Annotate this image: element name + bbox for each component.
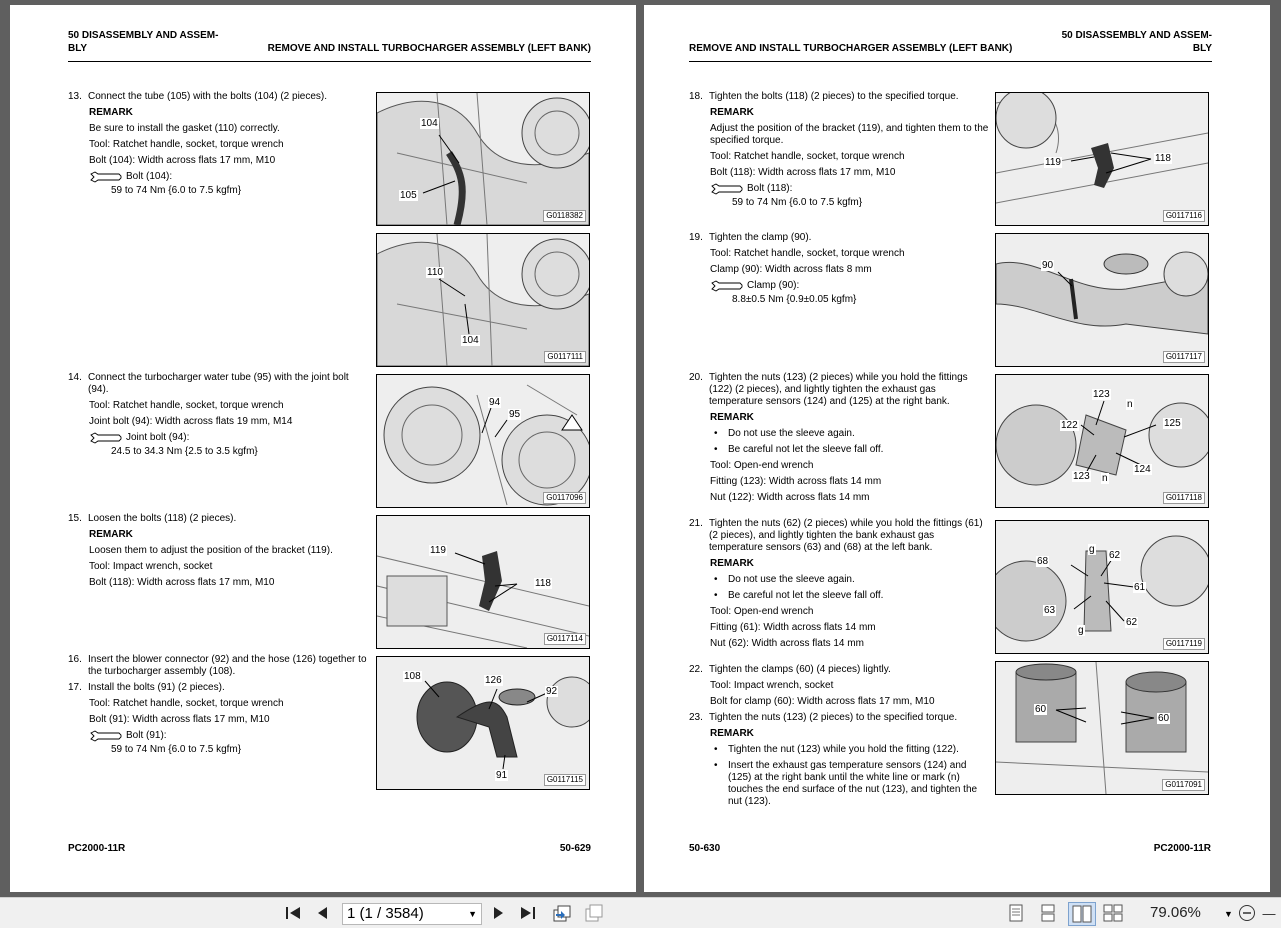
torque-spec	[89, 432, 368, 458]
callout-label: 104	[421, 118, 438, 129]
step-20	[689, 372, 989, 508]
step-number: 19.	[689, 232, 703, 243]
callout-label: 123	[1073, 471, 1090, 482]
torque-spec	[710, 183, 989, 209]
zoom-out-icon[interactable]	[1237, 904, 1257, 922]
figure-code: G0117119	[1163, 638, 1205, 650]
callout-label: g	[1089, 544, 1095, 555]
spec-text: Bolt for clamp (60): Width across flats 17 mm, M10	[710, 696, 935, 707]
torque-label: Clamp (90):	[747, 280, 800, 291]
figure-code: G0118382	[543, 210, 586, 222]
step-19	[689, 232, 989, 312]
remark-text: Loosen them to adjust the position of the bracket (119).	[89, 545, 333, 556]
right-document-page	[644, 5, 1270, 892]
tool-text: Tool: Ratchet handle, socket, torque wrench	[710, 248, 905, 259]
step-text: Tighten the nuts (123) (2 pieces) while you hold the fittings (122) (2 pieces), and lightly tighten the exhaust gas temperature sensors (124) and (125) at the right bank.	[709, 372, 968, 407]
callout-label: 62	[1126, 617, 1138, 628]
figure-illustration	[376, 374, 590, 508]
callout-label: 62	[1109, 550, 1121, 561]
callout-label: 104	[462, 335, 479, 346]
figure-illustration	[376, 656, 590, 790]
figure-illustration	[995, 92, 1209, 226]
figure-illustration	[995, 233, 1209, 367]
step-21	[689, 518, 989, 654]
tool-text: Tool: Open-end wrench	[710, 606, 814, 617]
figure-code: G0117117	[1163, 351, 1205, 363]
step-number: 15.	[68, 513, 82, 524]
step-text: Connect the tube (105) with the bolts (104) (2 pieces).	[88, 91, 328, 102]
step-number: 17.	[68, 682, 82, 693]
turbocharger-drawing	[377, 93, 589, 225]
spec-text: Bolt (104): Width across flats 17 mm, M10	[89, 155, 276, 166]
figure-illustration	[376, 233, 590, 367]
callout-label: 95	[509, 409, 521, 420]
step-23	[689, 712, 989, 724]
bullet-text: Do not use the sleeve again.	[728, 428, 855, 439]
remark-heading: REMARK	[710, 558, 754, 569]
clamp-drawing	[996, 234, 1208, 366]
callout-label: 108	[404, 671, 421, 682]
figure-code: G0117096	[543, 492, 586, 504]
callout-label: 63	[1044, 605, 1056, 616]
step-number: 22.	[689, 664, 703, 675]
two-page-continuous-icon[interactable]	[1102, 904, 1124, 922]
tool-text: Tool: Ratchet handle, socket, torque wrench	[89, 400, 284, 411]
torque-wrench-icon	[89, 432, 123, 444]
callout-label: g	[1078, 625, 1084, 636]
page-layout-icon[interactable]	[584, 904, 604, 922]
step-22	[689, 664, 989, 812]
callout-label: 126	[485, 675, 502, 686]
torque-label: Joint bolt (94):	[126, 432, 190, 443]
header-section-cont: BLY	[1192, 43, 1212, 54]
callout-label: 123	[1093, 389, 1110, 400]
spec-text: Bolt (118): Width across flats 17 mm, M10	[89, 577, 275, 588]
step-text: Tighten the clamps (60) (4 pieces) lightly.	[709, 664, 891, 675]
prev-page-icon[interactable]	[314, 904, 330, 922]
figure-code: G0117116	[1163, 210, 1205, 222]
step-text: Install the bolts (91) (2 pieces).	[88, 682, 225, 693]
step-number: 21.	[689, 518, 703, 529]
callout-label: 91	[496, 770, 508, 781]
header-section: 50 DISASSEMBLY AND ASSEM-	[68, 30, 219, 41]
figure-code: G0117111	[544, 351, 586, 363]
tool-text: Tool: Ratchet handle, socket, torque wrench	[89, 698, 284, 709]
page-header	[689, 30, 1212, 62]
torque-value: 24.5 to 34.3 Nm {2.5 to 3.5 kgfm}	[111, 446, 258, 457]
figure-code: G0117114	[544, 633, 586, 645]
callout-label: 94	[489, 397, 501, 408]
remark-heading: REMARK	[89, 529, 133, 540]
header-title: REMOVE AND INSTALL TURBOCHARGER ASSEMBLY (LEFT BANK)	[689, 43, 1013, 54]
remark-bullet: • Do not use the sleeve again.	[714, 428, 855, 439]
first-page-icon[interactable]	[284, 904, 302, 922]
tool-text: Tool: Impact wrench, socket	[710, 680, 834, 691]
callout-label: 90	[1042, 260, 1054, 271]
spec-text: Nut (62): Width across flats 14 mm	[710, 638, 864, 649]
step-text: Tighten the bolts (118) (2 pieces) to the specified torque.	[709, 91, 959, 102]
figure-illustration	[376, 92, 590, 226]
export-pages-icon[interactable]	[552, 904, 572, 922]
spec-text: Bolt (118): Width across flats 17 mm, M10	[710, 167, 896, 178]
torque-wrench-icon	[89, 171, 123, 183]
callout-label: 60	[1158, 713, 1170, 724]
single-page-icon[interactable]	[1007, 904, 1025, 922]
bullet-text: Tighten the nut (123) while you hold the fitting (122).	[728, 744, 959, 755]
remark-text: Adjust the position of the bracket (119), and tighten them to the specified torque.	[710, 123, 989, 146]
torque-wrench-icon	[89, 730, 123, 742]
turbocharger-drawing	[377, 375, 589, 507]
callout-label: n	[1127, 399, 1133, 410]
footer-page-number: 50-629	[559, 843, 591, 854]
spec-text: Bolt (91): Width across flats 17 mm, M10	[89, 714, 270, 725]
spec-text: Nut (122): Width across flats 14 mm	[710, 492, 870, 503]
next-page-icon[interactable]	[491, 904, 507, 922]
torque-value: 8.8±0.5 Nm {0.9±0.05 kgfm}	[732, 294, 857, 305]
step-16	[68, 654, 368, 762]
torque-label: Bolt (104):	[126, 171, 173, 182]
remark-bullet: • Be careful not let the sleeve fall off.	[714, 590, 884, 601]
torque-value: 59 to 74 Nm {6.0 to 7.5 kgfm}	[111, 744, 242, 755]
header-section-cont: BLY	[68, 43, 88, 54]
left-document-page	[10, 5, 636, 892]
step-17	[68, 682, 368, 694]
viewer-toolbar	[0, 897, 1281, 928]
step-text: Tighten the clamp (90).	[709, 232, 812, 243]
callout-label: 119	[430, 545, 446, 556]
spec-text: Clamp (90): Width across flats 8 mm	[710, 264, 872, 275]
footer-model: PC2000-11R	[68, 843, 126, 854]
sensor-left-bank-drawing	[996, 521, 1208, 653]
step-15	[68, 513, 368, 593]
step-number: 14.	[68, 372, 82, 383]
callout-label: 122	[1061, 420, 1078, 431]
callout-label: 119	[1045, 157, 1061, 168]
header-title: REMOVE AND INSTALL TURBOCHARGER ASSEMBLY (LEFT BANK)	[267, 43, 591, 54]
bullet-text: Be careful not let the sleeve fall off.	[728, 444, 884, 455]
callout-label: 125	[1164, 418, 1181, 429]
step-14	[68, 372, 368, 464]
torque-value: 59 to 74 Nm {6.0 to 7.5 kgfm}	[732, 197, 863, 208]
callout-label: 92	[546, 686, 558, 697]
step-number: 16.	[68, 654, 82, 665]
zoom-level[interactable]: 79.06%	[1150, 904, 1201, 921]
torque-value: 59 to 74 Nm {6.0 to 7.5 kgfm}	[111, 185, 242, 196]
figure-illustration	[995, 661, 1209, 795]
header-section: 50 DISASSEMBLY AND ASSEM-	[1061, 30, 1212, 41]
step-number: 23.	[689, 712, 703, 723]
callout-label: 110	[427, 267, 443, 278]
bullet-text: Be careful not let the sleeve fall off.	[728, 590, 884, 601]
callout-label: 105	[400, 190, 417, 201]
figure-code: G0117118	[1163, 492, 1205, 504]
spec-text: Fitting (61): Width across flats 14 mm	[710, 622, 876, 633]
figure-code: G0117115	[544, 774, 586, 786]
remark-bullet: • Be careful not let the sleeve fall off.	[714, 444, 884, 455]
step-text: Connect the turbocharger water tube (95) with the joint bolt (94).	[88, 372, 349, 395]
callout-label: n	[1102, 473, 1108, 484]
step-text: Tighten the nuts (62) (2 pieces) while you hold the fittings (61) (2 pieces), and lightly tighten the bank exhaust gas temperature sensors (63) and (68) at the left bank.	[709, 518, 983, 553]
spec-text: Joint bolt (94): Width across flats 19 mm, M14	[89, 416, 293, 427]
figure-code: G0117091	[1162, 779, 1205, 791]
remark-heading: REMARK	[710, 412, 754, 423]
step-text: Tighten the nuts (123) (2 pieces) to the specified torque.	[709, 712, 958, 723]
step-text: Insert the blower connector (92) and the hose (126) together to the turbocharger assembly (108).	[88, 654, 367, 677]
torque-spec	[89, 171, 368, 197]
figure-illustration	[995, 374, 1209, 508]
torque-label: Bolt (91):	[126, 730, 167, 741]
torque-wrench-icon	[710, 183, 744, 195]
remark-bullet: • Tighten the nut (123) while you hold the fitting (122).	[714, 744, 959, 755]
page-number-select[interactable]	[342, 903, 482, 925]
step-number: 20.	[689, 372, 703, 383]
remark-text: Be sure to install the gasket (110) correctly.	[89, 123, 280, 134]
spec-text: Fitting (123): Width across flats 14 mm	[710, 476, 882, 487]
torque-spec	[89, 730, 368, 756]
remark-heading: REMARK	[89, 107, 133, 118]
bullet-text: Insert the exhaust gas temperature sensors (124) and (125) at the right bank until the white line or mark (n) touches the end surface of the nut (123), and tighten the nut (123).	[728, 760, 978, 807]
page-header	[68, 30, 591, 62]
step-number: 13.	[68, 91, 82, 102]
step-13	[68, 91, 368, 203]
tool-text: Tool: Ratchet handle, socket, torque wrench	[89, 139, 284, 150]
callout-label: 68	[1037, 556, 1049, 567]
page-number-value: 1 (1 / 3584)	[347, 905, 424, 922]
torque-spec	[710, 280, 989, 306]
step-18	[689, 91, 989, 215]
clamp-pipes-drawing	[996, 662, 1208, 794]
turbocharger-drawing	[377, 234, 589, 366]
callout-label: 118	[535, 578, 551, 589]
callout-label: 60	[1035, 704, 1047, 715]
torque-label: Bolt (118):	[747, 183, 793, 194]
callout-label: 61	[1134, 582, 1146, 593]
remark-bullet: • Insert the exhaust gas temperature sensors (124) and (125) at the right bank until the white line or mark (n) touches the end surface of the nut (123), and tighten the nut (123).	[710, 760, 989, 808]
remark-heading: REMARK	[710, 107, 754, 118]
two-page-icon[interactable]	[1068, 902, 1096, 926]
bracket-drawing	[377, 516, 589, 648]
callout-label: 118	[1155, 153, 1171, 164]
footer-model: PC2000-11R	[1153, 843, 1211, 854]
figure-illustration	[376, 515, 590, 649]
remark-heading: REMARK	[710, 728, 754, 739]
chevron-down-icon: ▼	[468, 909, 477, 919]
callout-label: 124	[1134, 464, 1151, 475]
tool-text: Tool: Open-end wrench	[710, 460, 814, 471]
figure-illustration	[995, 520, 1209, 654]
tool-text: Tool: Ratchet handle, socket, torque wrench	[710, 151, 905, 162]
bracket-drawing	[996, 93, 1208, 225]
footer-page-number: 50-630	[689, 843, 721, 854]
step-number: 18.	[689, 91, 703, 102]
remark-bullet: • Do not use the sleeve again.	[714, 574, 855, 585]
last-page-icon[interactable]	[519, 904, 537, 922]
torque-wrench-icon	[710, 280, 744, 292]
tool-text: Tool: Impact wrench, socket	[89, 561, 213, 572]
continuous-page-icon[interactable]	[1039, 904, 1057, 922]
chevron-down-icon[interactable]: ▼	[1224, 909, 1233, 919]
more-options-icon[interactable]: —	[1262, 905, 1276, 921]
bullet-text: Do not use the sleeve again.	[728, 574, 855, 585]
step-text: Loosen the bolts (118) (2 pieces).	[88, 513, 237, 524]
